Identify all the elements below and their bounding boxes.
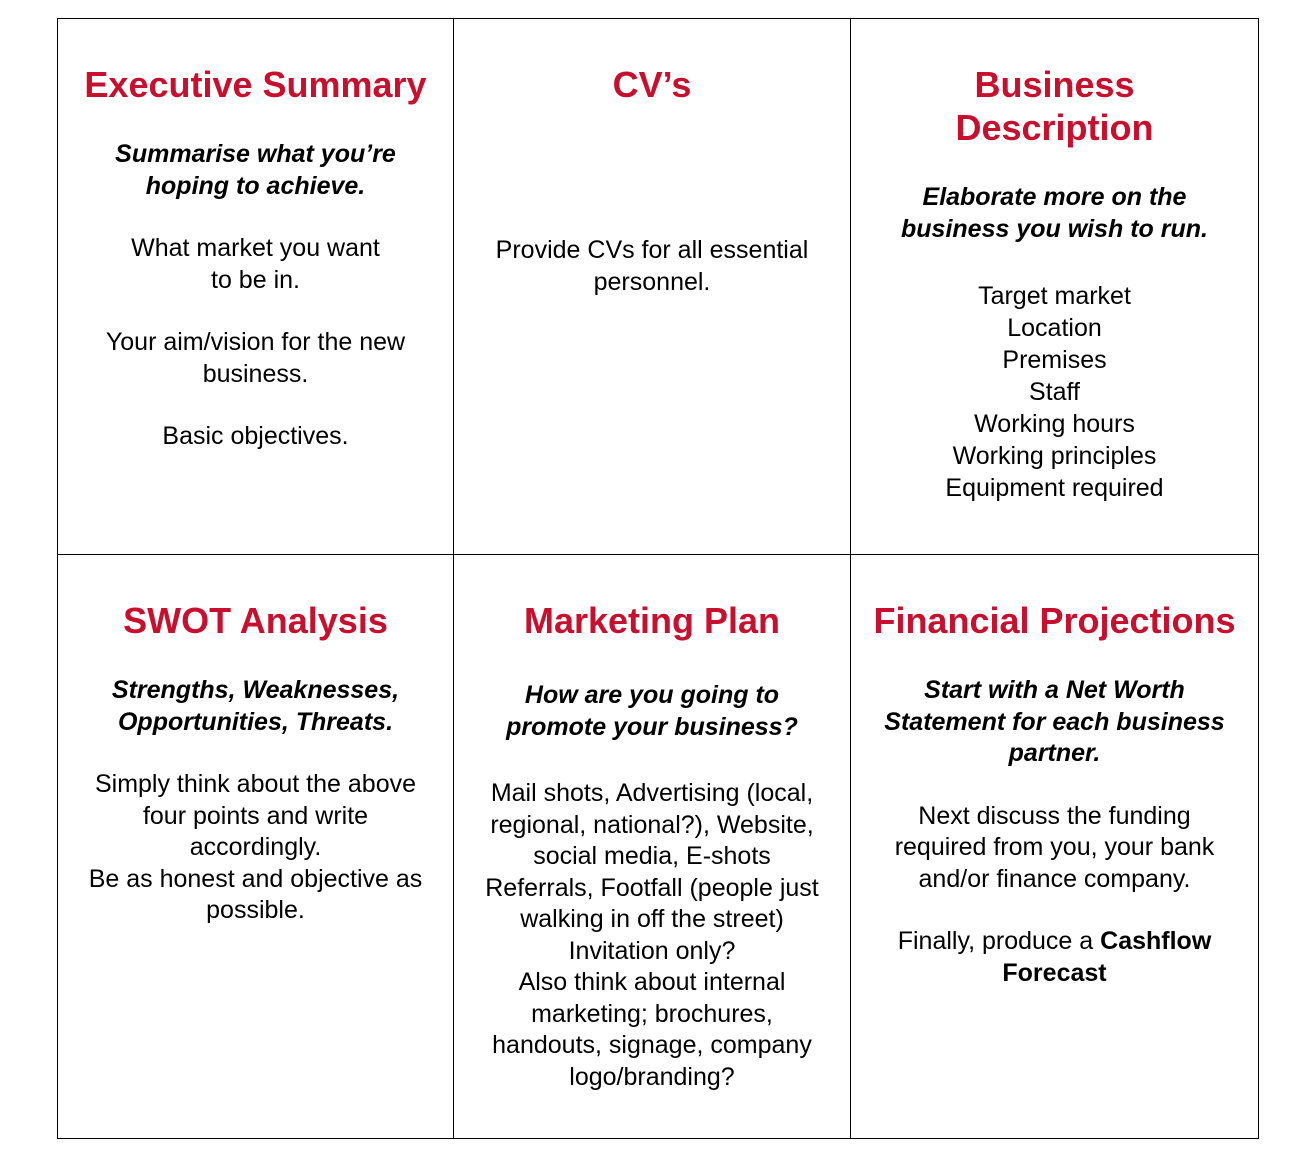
swot-cell: [58, 555, 454, 1138]
list-item: Location: [1007, 314, 1102, 342]
list-item: Target market: [978, 282, 1131, 310]
business-plan-grid: [57, 18, 1259, 1139]
list-item: Equipment required: [945, 474, 1164, 502]
financial-projections-cell: [851, 555, 1258, 1138]
financial-projections-title: Financial Projections: [873, 600, 1236, 641]
business-description-cell: [851, 19, 1258, 555]
marketing-plan-lead: How are you going to promote your business?: [506, 681, 798, 741]
swot-think: Simply think about the above four points and write accordingly.: [94, 770, 417, 861]
marketing-plan-cell: [454, 555, 851, 1138]
financial-projections-lead: Start with a Net Worth Statement for each business partner.: [884, 676, 1225, 767]
list-item: Working principles: [952, 442, 1157, 470]
financial-projections-funding: Next discuss the funding required from you, your bank and/or finance company.: [894, 801, 1215, 893]
business-description-title: Business Description: [955, 64, 1154, 148]
executive-summary-lead: Summarise what you’re hoping to achieve.: [115, 140, 396, 200]
cvs-title: CV’s: [612, 64, 692, 105]
marketing-plan-title: Marketing Plan: [523, 600, 781, 641]
executive-summary-cell: [58, 19, 454, 555]
cvs-cell: [454, 19, 851, 555]
business-description-list: [865, 280, 1244, 504]
executive-summary-title: Executive Summary: [84, 64, 427, 105]
marketing-plan-body: Mail shots, Advertising (local, regional, national?), Website, social media, E-shots Referrals, Footfall (people just walking in off the street) Invitation only? Also think about internal marketing; brochures, handouts, signage, company logo/branding?: [485, 779, 819, 1091]
swot-honest: Be as honest and objective as possible.: [88, 864, 423, 924]
list-item: Premises: [1002, 346, 1107, 374]
business-description-lead: Elaborate more on the business you wish to run.: [901, 183, 1208, 243]
swot-lead: Strengths, Weaknesses, Opportunities, Threats.: [111, 676, 400, 736]
cvs-text: Provide CVs for all essential personnel.: [495, 236, 809, 296]
swot-title: SWOT Analysis: [123, 600, 388, 641]
executive-summary-market: What market you want to be in.: [131, 234, 380, 294]
financial-projections-cashflow: Finally, produce a Cashflow Forecast: [897, 927, 1212, 987]
executive-summary-objectives: Basic objectives.: [162, 422, 349, 450]
executive-summary-vision: Your aim/vision for the new business.: [105, 328, 406, 388]
list-item: Working hours: [974, 410, 1135, 438]
list-item: Staff: [1029, 378, 1080, 406]
